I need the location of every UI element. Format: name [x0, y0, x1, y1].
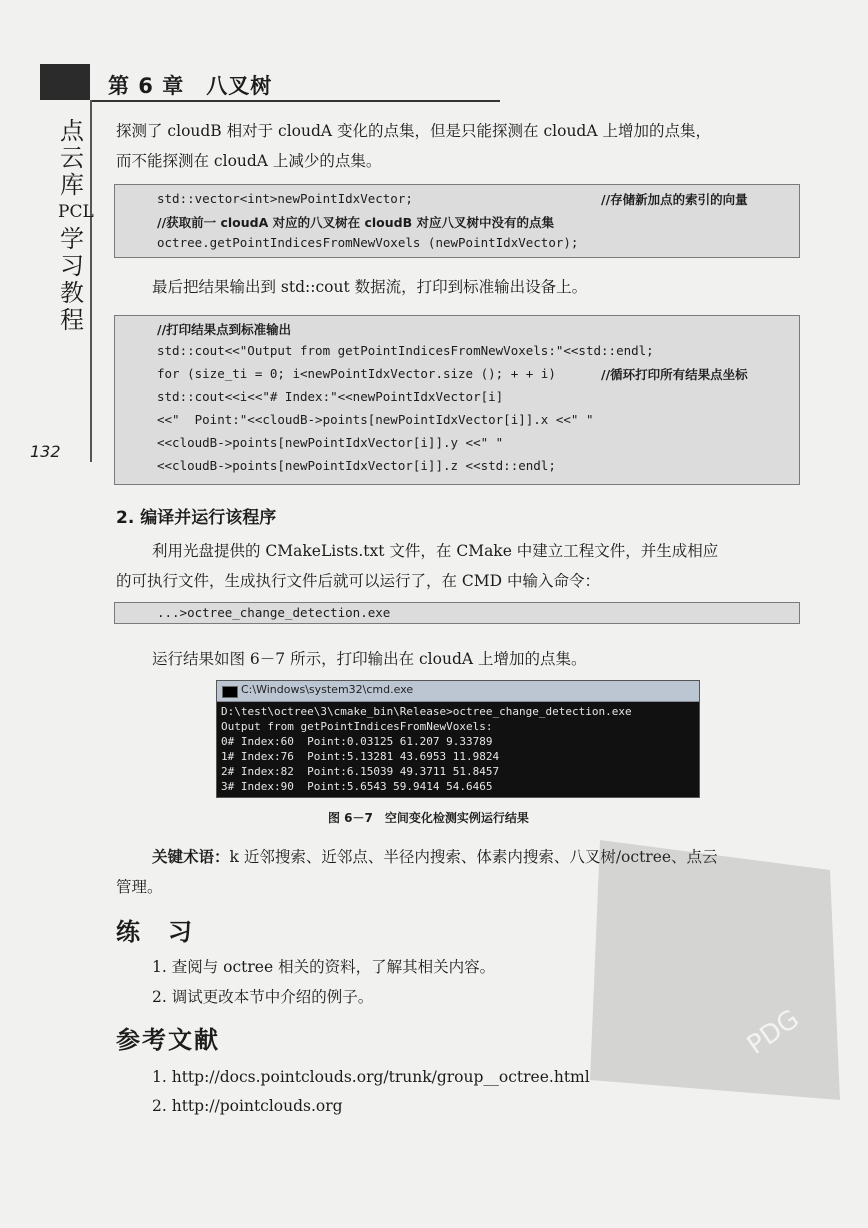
side-title-char: 教	[60, 279, 84, 307]
terminal-line: 3# Index:90 Point:5.6543 59.9414 54.6465	[221, 780, 493, 793]
code-comment: //打印结果点到标准输出	[157, 322, 292, 337]
code-comment: //获取前一 cloudA 对应的八叉树在 cloudB 对应八叉树中没有的点集	[157, 215, 554, 230]
cmd-icon	[222, 686, 238, 698]
terminal-line: D:\test\octree\3\cmake_bin\Release>octree_change_detection.exe	[221, 705, 632, 718]
command-box	[114, 602, 800, 624]
terminal-line: 1# Index:76 Point:5.13281 43.6953 11.9824	[221, 750, 500, 763]
intro-line-1: 探测了 cloudB 相对于 cloudA 变化的点集，但是只能探测在 cloudA 上增加的点集，	[116, 122, 711, 140]
side-title-char: 学	[60, 225, 84, 253]
code-comment: //存储新加点的索引的向量	[601, 192, 748, 207]
side-title-char: 点	[60, 117, 84, 145]
references-heading: 参考文献	[116, 1026, 220, 1054]
code-comment: //循环打印所有结果点坐标	[601, 367, 748, 382]
code-line: for (size_ti = 0; i<newPointIdxVector.size (); + + i)	[157, 366, 556, 381]
reference-item: 1. http://docs.pointclouds.org/trunk/group__octree.html	[152, 1068, 590, 1086]
paragraph-result: 运行结果如图 6－7 所示，打印输出在 cloudA 上增加的点集。	[152, 650, 587, 668]
cmd-window-title: C:\Windows\system32\cmd.exe	[241, 683, 414, 696]
command-line: ...>octree_change_detection.exe	[157, 605, 391, 620]
code-line: <<cloudB->points[newPointIdxVector[i]].y <<" "	[157, 435, 504, 450]
side-book-title	[58, 117, 94, 334]
side-title-char: 程	[60, 306, 84, 334]
cmd-window	[216, 680, 700, 798]
section2-line-2: 的可执行文件，生成执行文件后就可以运行了，在 CMD 中输入命令：	[116, 572, 601, 590]
side-title-char: 云	[60, 144, 84, 172]
code-line: octree.getPointIndicesFromNewVoxels (newPointIdxVector);	[157, 235, 579, 250]
watermark-text: PDG	[741, 1004, 805, 1061]
exercises-heading: 练 习	[116, 918, 194, 946]
section-heading: 2. 编译并运行该程序	[116, 508, 277, 528]
side-title-char: 习	[60, 252, 84, 280]
exercise-item: 1. 查阅与 octree 相关的资料，了解其相关内容。	[152, 958, 496, 976]
code-block-2	[114, 315, 800, 485]
paragraph-output: 最后把结果输出到 std::cout 数据流，打印到标准输出设备上。	[152, 278, 588, 296]
intro-line-2: 而不能探测在 cloudA 上减少的点集。	[116, 152, 382, 170]
terminal-line: 2# Index:82 Point:6.15039 49.3711 51.8457	[221, 765, 500, 778]
watermark-stamp	[580, 830, 850, 1110]
code-line: <<cloudB->points[newPointIdxVector[i]].z <<std::endl;	[157, 458, 556, 473]
side-title-char: 库	[60, 171, 84, 199]
figure-caption: 图 6－7 空间变化检测实例运行结果	[328, 811, 529, 825]
terminal-line: 0# Index:60 Point:0.03125 61.207 9.33789	[221, 735, 493, 748]
exercise-item: 2. 调试更改本节中介绍的例子。	[152, 988, 374, 1006]
side-title-char: PCL	[58, 202, 94, 222]
header-rule	[90, 100, 500, 102]
cmd-title-bar	[217, 681, 699, 702]
chapter-title: 第 6 章 八叉树	[108, 74, 273, 98]
code-block-1	[114, 184, 800, 258]
keywords-label: 关键术语：	[152, 847, 230, 866]
code-line: <<" Point:"<<cloudB->points[newPointIdxVector[i]].x <<" "	[157, 412, 594, 427]
section2-line-1: 利用光盘提供的 CMakeLists.txt 文件，在 CMake 中建立工程文件，并生成相应	[152, 542, 719, 560]
code-line: std::cout<<"Output from getPointIndicesFromNewVoxels:"<<std::endl;	[157, 343, 654, 358]
chapter-corner-block	[40, 64, 90, 100]
keywords-text: k 近邻搜索、近邻点、半径内搜索、体素内搜索、八叉树/octree、点云	[229, 848, 718, 866]
code-line: std::cout<<i<<"# Index:"<<newPointIdxVector[i]	[157, 389, 504, 404]
code-line: std::vector<int>newPointIdxVector;	[157, 191, 413, 206]
page-number: 132	[30, 442, 61, 461]
side-rule	[90, 100, 92, 462]
terminal-line: Output from getPointIndicesFromNewVoxels:	[221, 720, 493, 733]
reference-item: 2. http://pointclouds.org	[152, 1097, 343, 1115]
keywords-line-2: 管理。	[116, 878, 163, 896]
